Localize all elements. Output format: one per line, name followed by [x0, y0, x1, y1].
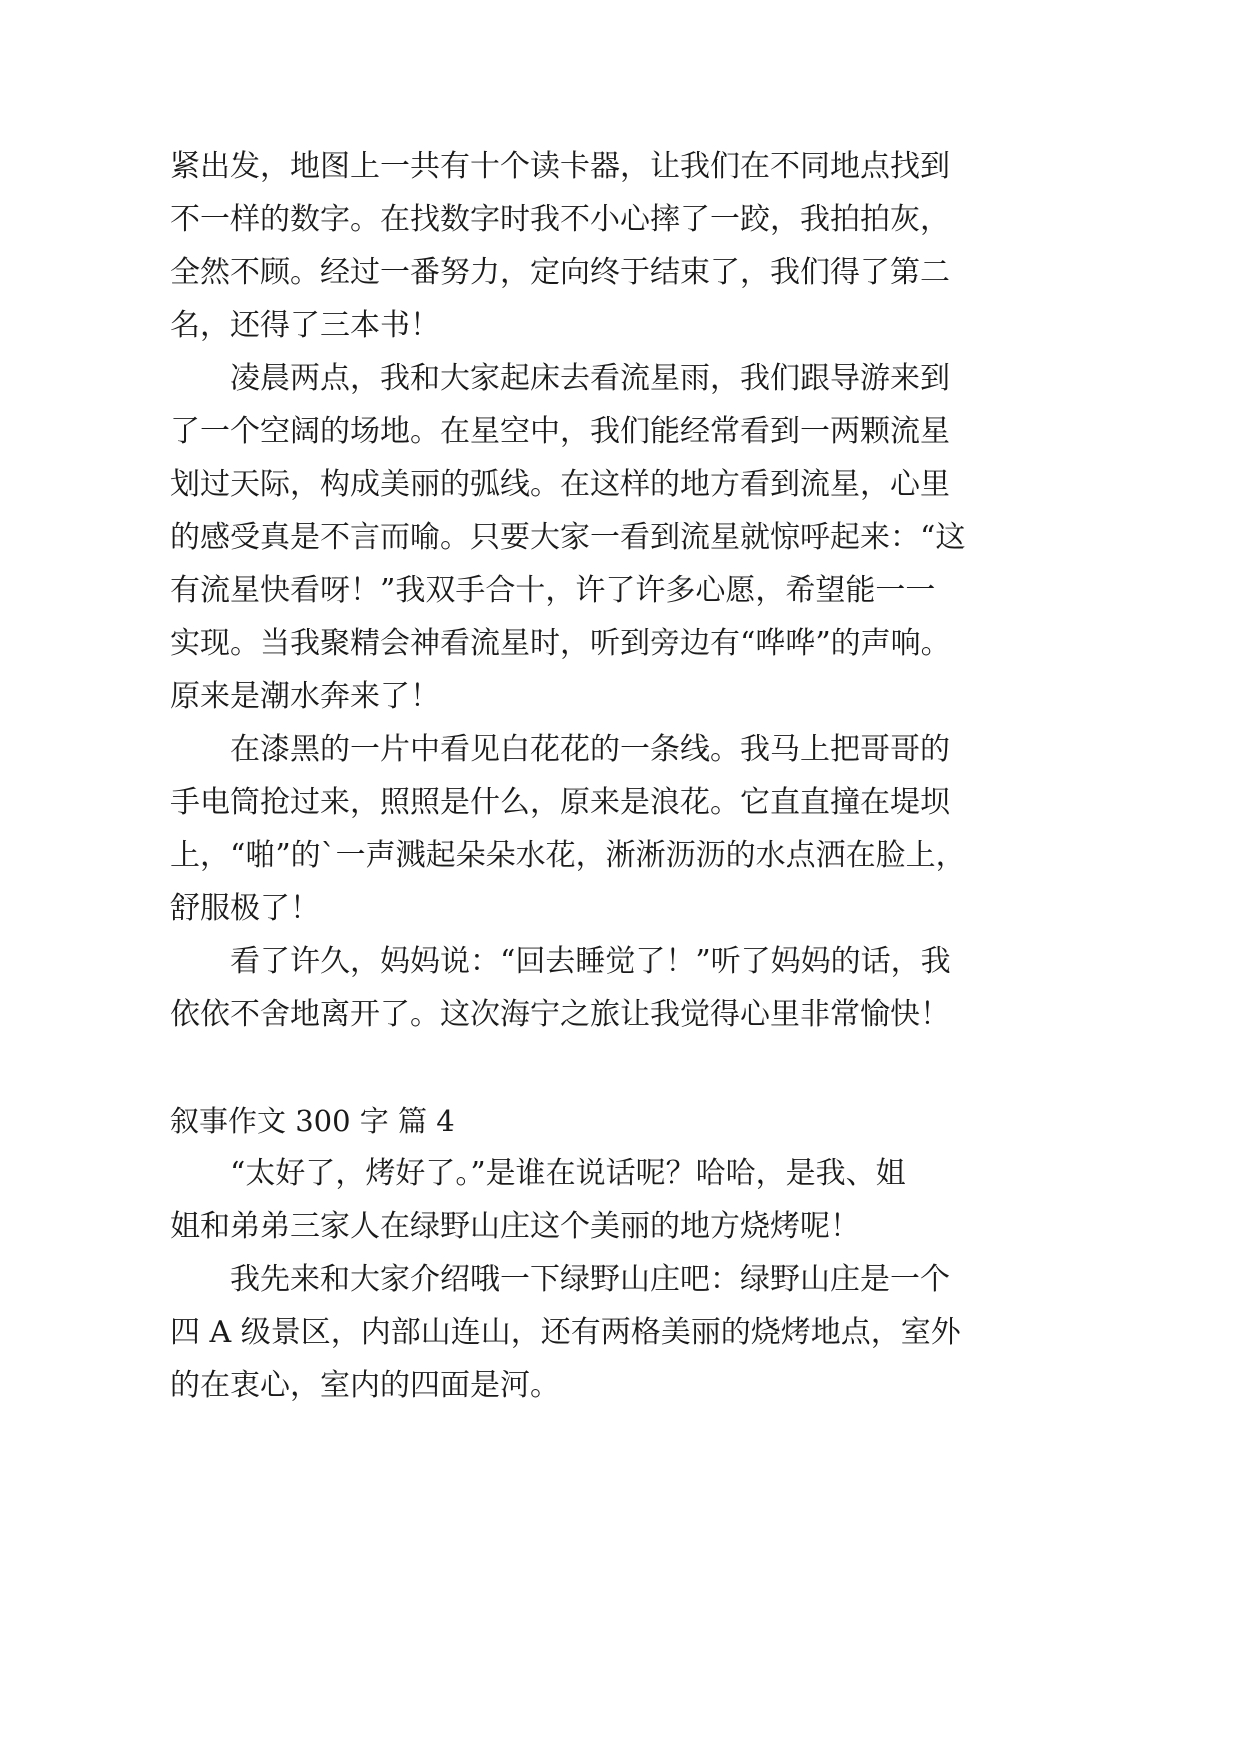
paragraph-first-line: 我先来和大家介绍哦一下绿野山庄吧：绿野山庄是一个	[230, 1262, 950, 1297]
text-line: 紧出发，地图上一共有十个读卡器，让我们在不同地点找到	[170, 149, 950, 184]
paragraph-first-line: “太好了，烤好了。”是谁在说话呢？哈哈，是我、姐	[230, 1156, 906, 1191]
text-line: 有流星快看呀！”我双手合十，许了许多心愿，希望能一一	[170, 573, 936, 608]
text-line: 姐和弟弟三家人在绿野山庄这个美丽的地方烧烤呢！	[170, 1209, 860, 1244]
text-line: 实现。当我聚精会神看流星时，听到旁边有“哗哗”的声响。	[170, 626, 951, 661]
text-line: 上，“啪”的`一声溅起朵朵水花，淅淅沥沥的水点洒在脸上，	[170, 838, 966, 873]
text-line: 了一个空阔的场地。在星空中，我们能经常看到一两颗流星	[170, 414, 950, 449]
text-line: 全然不顾。经过一番努力，定向终于结束了，我们得了第二	[170, 255, 950, 290]
text-line: 手电筒抢过来，照照是什么，原来是浪花。它直直撞在堤坝	[170, 785, 950, 820]
text-line: 名，还得了三本书！	[170, 308, 440, 343]
text-line: 的在衷心，室内的四面是河。	[170, 1368, 560, 1403]
text-line: 原来是潮水奔来了！	[170, 679, 440, 714]
paragraph-first-line: 在漆黑的一片中看见白花花的一条线。我马上把哥哥的	[230, 732, 950, 767]
text-line: 不一样的数字。在找数字时我不小心摔了一跤，我拍拍灰，	[170, 202, 950, 237]
text-line: 依依不舍地离开了。这次海宁之旅让我觉得心里非常愉快！	[170, 997, 950, 1032]
section-heading: 叙事作文 300 字 篇 4	[170, 1104, 455, 1138]
text-line: 舒服极了！	[170, 891, 320, 926]
paragraph-first-line: 凌晨两点，我和大家起床去看流星雨，我们跟导游来到	[230, 361, 950, 396]
text-line: 四 A 级景区，内部山连山，还有两格美丽的烧烤地点，室外	[170, 1315, 961, 1350]
text-line: 的感受真是不言而喻。只要大家一看到流星就惊呼起来：“这	[170, 520, 966, 555]
text-line: 划过天际，构成美丽的弧线。在这样的地方看到流星，心里	[170, 467, 950, 502]
paragraph-first-line: 看了许久，妈妈说：“回去睡觉了！”听了妈妈的话，我	[230, 944, 951, 979]
